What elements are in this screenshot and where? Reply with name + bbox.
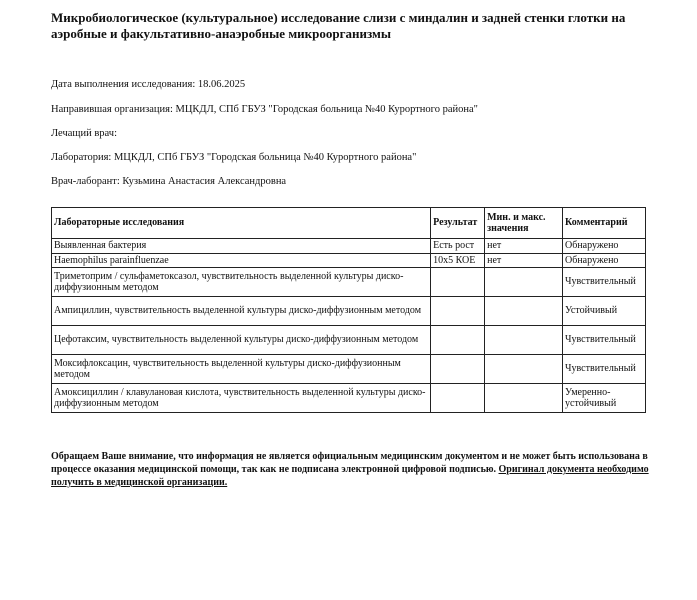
cell-result — [431, 297, 485, 326]
cell-range: нет — [485, 253, 563, 268]
cell-range — [485, 384, 563, 413]
meta-date: Дата выполнения исследования: 18.06.2025 — [51, 79, 246, 90]
cell-range — [485, 268, 563, 297]
table-header-row — [52, 208, 646, 239]
cell-test: Моксифлоксацин, чувствительность выделенной культуры диско-диффузионным методом — [52, 355, 431, 384]
meta-doctor: Лечащий врач: — [51, 128, 117, 139]
cell-range — [485, 297, 563, 326]
cell-result: Есть рост — [431, 239, 485, 254]
table-row — [52, 297, 646, 326]
cell-range — [485, 355, 563, 384]
cell-result — [431, 384, 485, 413]
results-table — [51, 207, 646, 413]
cell-comment: Обнаружено — [563, 253, 646, 268]
meta-lab-doctor: Врач-лаборант: Кузьмина Анастасия Александровна — [51, 176, 287, 187]
cell-comment: Чувствительный — [563, 355, 646, 384]
table-row — [52, 239, 646, 254]
cell-result: 10х5 КОЕ — [431, 253, 485, 268]
cell-comment: Чувствительный — [563, 268, 646, 297]
disclaimer-underlined: Оригинал документа необходимо получить в медицинской организации. — [51, 464, 649, 488]
cell-range: нет — [485, 239, 563, 254]
cell-range — [485, 326, 563, 355]
table-row — [52, 268, 646, 297]
cell-test: Амоксициллин / клавулановая кислота, чувствительность выделенной культуры диско-диффузионным методом — [52, 384, 431, 413]
table-row — [52, 384, 646, 413]
cell-comment: Обнаружено — [563, 239, 646, 254]
cell-comment: Умеренно-устойчивый — [563, 384, 646, 413]
cell-test: Haemophilus parainfluenzae — [52, 253, 431, 268]
disclaimer-text: Обращаем Ваше внимание, что информация не является официальным медицинским документом и не может быть использована в процессе оказания медицинской помощи, так как не подписана электронной цифровой подписью. — [51, 451, 648, 475]
table-row — [52, 253, 646, 268]
cell-comment: Чувствительный — [563, 326, 646, 355]
table-row — [52, 355, 646, 384]
cell-test: Ампициллин, чувствительность выделенной культуры диско-диффузионным методом — [52, 297, 431, 326]
disclaimer-notice — [51, 450, 651, 489]
cell-test: Триметоприм / сульфаметоксазол, чувствительность выделенной культуры диско-диффузионным методом — [52, 268, 431, 297]
header-result: Результат — [431, 208, 485, 239]
cell-test: Выявленная бактерия — [52, 239, 431, 254]
cell-comment: Устойчивый — [563, 297, 646, 326]
cell-result — [431, 355, 485, 384]
header-range: Мин. и макс. значения — [485, 208, 563, 239]
header-comment: Комментарий — [563, 208, 646, 239]
cell-result — [431, 326, 485, 355]
meta-referring-org: Направившая организация: МЦКДЛ, СПб ГБУЗ "Городская больница №40 Курортного района" — [51, 104, 478, 115]
meta-laboratory: Лаборатория: МЦКДЛ, СПб ГБУЗ "Городская больница №40 Курортного района" — [51, 152, 417, 163]
header-tests: Лабораторные исследования — [52, 208, 431, 239]
table-row — [52, 326, 646, 355]
cell-result — [431, 268, 485, 297]
cell-test: Цефотаксим, чувствительность выделенной культуры диско-диффузионным методом — [52, 326, 431, 355]
document-title: Микробиологическое (культуральное) исследование слизи с миндалин и задней стенки глотки на аэробные и факультативно-анаэробные микроорганизмы — [51, 10, 626, 41]
